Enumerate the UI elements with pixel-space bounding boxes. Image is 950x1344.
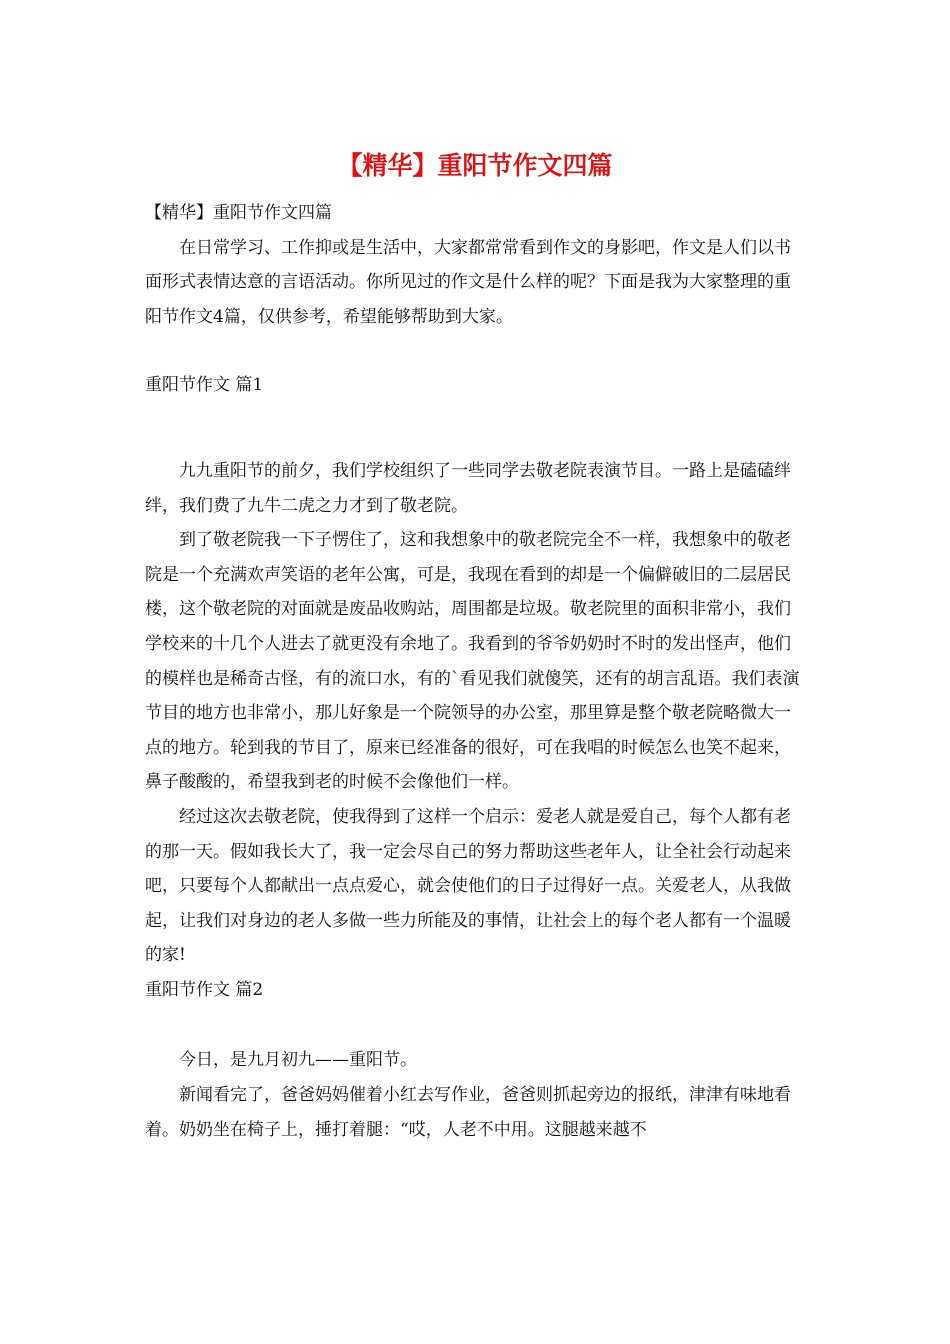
essay-2-heading: 重阳节作文 篇2	[145, 979, 264, 1000]
essay-1-paragraph: 到了敬老院我一下子愣住了，这和我想象中的敬老院完全不一样，我想象中的敬老院是一个充满欢声笑语的老年公寓，可是，我现在看到的却是一个偏僻破旧的二层居民楼，这个敬老院的对面就是废品收购站，周围都是垃圾。敬老院里的面积非常小，我们学校来的十几个人进去了就更没有余地了。我看到的爷爷奶奶时不时的发出怪声，他们的模样也是稀奇古怪，有的流口水，有的`看见我们就傻笑，还有的胡言乱语。我们表演节目的地方也非常小，那儿好象是一个院领导的办公室，那里算是整个敬老院略微大一点的地方。轮到我的节目了，原来已经准备的很好，可在我唱的时候怎么也笑不起来，鼻子酸酸的，希望我到老的时候不会像他们一样。	[145, 530, 800, 793]
document-subtitle: 【精华】重阳节作文四篇	[145, 203, 332, 223]
essay-1-paragraph: 经过这次去敬老院，使我得到了这样一个启示：爱老人就是爱自己，每个人都有老的那一天。假如我长大了，我一定会尽自己的努力帮助这些老年人，让全社会行动起来吧，只要每个人都献出一点点爱心，就会使他们的日子过得好一点。关爱老人，从我做起，让我们对身边的老人多做一些力所能及的事情，让社会上的每个老人都有一个温暖的家!	[145, 806, 791, 966]
spacer	[145, 334, 807, 368]
spacer	[145, 1007, 807, 1043]
essay-2-paragraph: 新闻看完了，爸爸妈妈催着小红去写作业，爸爸则抓起旁边的报纸，津津有味地看着。奶奶坐在椅子上，捶打着腿：“哎，人老不中用。这腿越来越不	[145, 1085, 791, 1140]
essay-2-paragraph: 今日，是九月初九——重阳节。	[179, 1050, 417, 1071]
document-body	[145, 196, 807, 1147]
essay-1-heading: 重阳节作文 篇1	[145, 375, 264, 396]
intro-paragraph: 在日常学习、工作抑或是生活中，大家都常常看到作文的身影吧，作文是人们以书面形式表情达意的言语活动。你所见过的作文是什么样的呢？下面是我为大家整理的重阳节作文4篇，仅供参考，希望能够帮助到大家。	[145, 237, 791, 327]
document-title: 【精华】重阳节作文四篇	[337, 151, 613, 180]
spacer	[145, 403, 807, 454]
essay-1-paragraph: 九九重阳节的前夕，我们学校组织了一些同学去敬老院表演节目。一路上是磕磕绊绊，我们费了九牛二虎之力才到了敬老院。	[145, 460, 791, 516]
